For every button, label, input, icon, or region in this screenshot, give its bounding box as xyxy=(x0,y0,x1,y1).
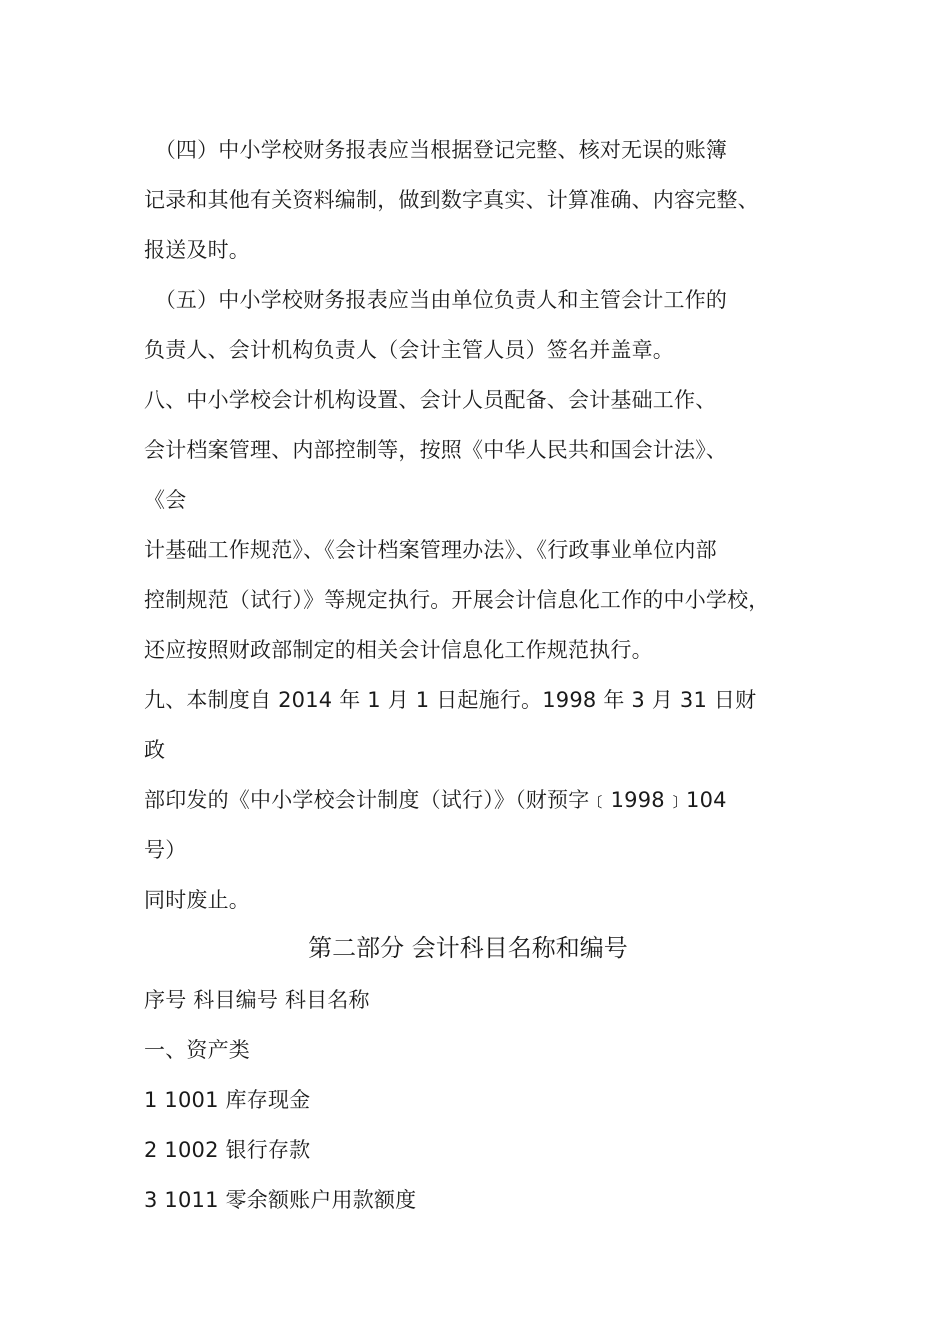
account-row: 2 1002 银行存款 xyxy=(144,1138,311,1162)
account-row: 3 1011 零余额账户用款额度 xyxy=(144,1188,417,1212)
paragraph-line: 八、中小学校会计机构设置、会计人员配备、会计基础工作、 xyxy=(144,388,717,412)
paragraph-line: 九、本制度自 2014 年 1 月 1 日起施行。1998 年 3 月 31 日财 xyxy=(144,688,757,712)
section-title: 第二部分 会计科目名称和编号 xyxy=(308,934,628,962)
category-label: 一、资产类 xyxy=(144,1038,250,1062)
account-row: 1 1001 库存现金 xyxy=(144,1088,311,1112)
paragraph-line: 会计档案管理、内部控制等，按照《中华人民共和国会计法》、 xyxy=(144,438,728,462)
paragraph-line: 政 xyxy=(144,738,166,762)
paragraph-line: 记录和其他有关资料编制，做到数字真实、计算准确、内容完整、 xyxy=(144,188,759,212)
paragraph-line: 负责人、会计机构负责人（会计主管人员）签名并盖章。 xyxy=(144,338,674,362)
paragraph-line: 计基础工作规范》、《会计档案管理办法》、《行政事业单位内部 xyxy=(144,538,717,562)
paragraph-line: 部印发的《中小学校会计制度（试行）》（财预字﹝1998﹞104 xyxy=(144,788,727,812)
paragraph-line: 《会 xyxy=(144,488,187,512)
paragraph-line: 控制规范（试行）》等规定执行。开展会计信息化工作的中小学校， xyxy=(144,588,770,612)
paragraph-line: 号） xyxy=(144,838,187,862)
paragraph-line: （四）中小学校财务报表应当根据登记完整、核对无误的账簿 xyxy=(144,138,728,162)
table-header: 序号 科目编号 科目名称 xyxy=(144,988,370,1012)
paragraph-line: （五）中小学校财务报表应当由单位负责人和主管会计工作的 xyxy=(144,288,728,312)
paragraph-line: 报送及时。 xyxy=(144,238,250,262)
paragraph-line: 同时废止。 xyxy=(144,888,250,912)
paragraph-line: 还应按照财政部制定的相关会计信息化工作规范执行。 xyxy=(144,638,653,662)
